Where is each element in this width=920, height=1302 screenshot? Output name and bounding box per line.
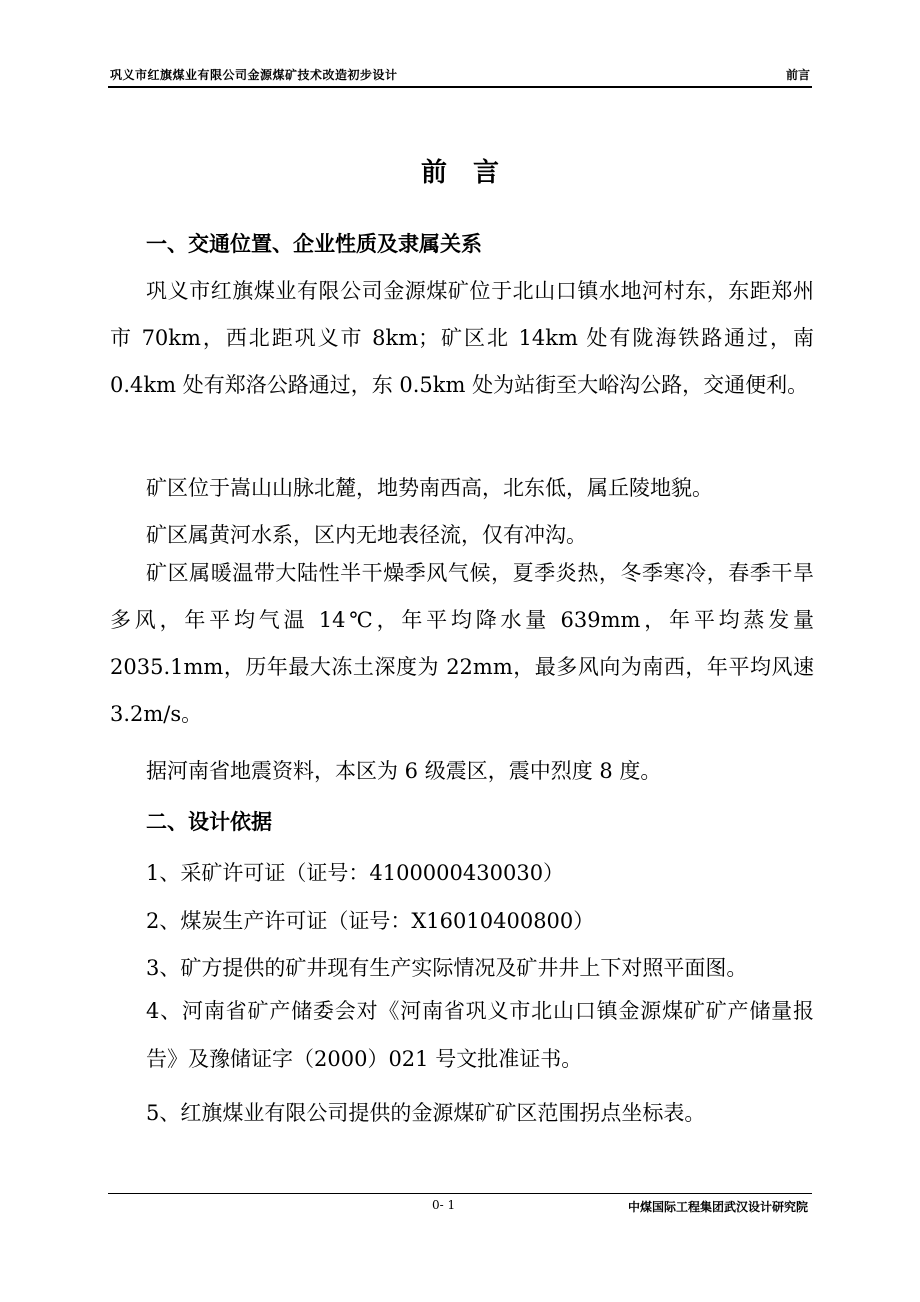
- paragraph-seismic: 据河南省地震资料，本区为 6 级震区，震中烈度 8 度。: [146, 759, 662, 783]
- page-title: 前言: [420, 158, 525, 188]
- running-header-section: 前言: [785, 68, 810, 82]
- basis-item: 5、红旗煤业有限公司提供的金源煤矿矿区范围拐点坐标表。: [146, 1101, 706, 1125]
- basis-item: 1、采矿许可证（证号：4100000430030）: [146, 861, 565, 885]
- footer-divider: [108, 1193, 812, 1194]
- paragraph-terrain: 矿区位于嵩山山脉北麓，地势南西高，北东低，属丘陵地貌。: [146, 476, 713, 500]
- basis-item: 4、河南省矿产储委会对《河南省巩义市北山口镇金源煤矿矿产储量报告》及豫储证字（2000）021 号文批准证书。: [146, 999, 814, 1071]
- basis-item: 3、矿方提供的矿井现有生产实际情况及矿井井上下对照平面图。: [146, 956, 748, 980]
- paragraph-location: 巩义市红旗煤业有限公司金源煤矿位于北山口镇水地河村东，东距郑州市 70km，西北距巩义市 8km；矿区北 14km 处有陇海铁路通过，南 0.4km 处有郑洛公路通过，东 0.5km 处为站街至大峪沟公路，交通便利。: [110, 279, 814, 397]
- paragraph-climate: 矿区属暖温带大陆性半干燥季风气候，夏季炎热，冬季寒冷，春季干旱多风，年平均气温 14℃，年平均降水量 639mm，年平均蒸发量 2035.1mm，历年最大冻土深度为 22mm，最多风向为南西，年平均风速 3.2m/s。: [110, 561, 814, 726]
- basis-item: 2、煤炭生产许可证（证号：X16010400800）: [146, 909, 595, 933]
- running-header-title: 巩义市红旗煤业有限公司金源煤矿技术改造初步设计: [110, 68, 398, 82]
- paragraph-water: 矿区属黄河水系，区内无地表径流，仅有冲沟。: [146, 523, 587, 547]
- section-heading-location: 一、交通位置、企业性质及隶属关系: [146, 232, 482, 256]
- page-number: 0- 1: [432, 1198, 456, 1212]
- section-heading-basis: 二、设计依据: [146, 810, 272, 834]
- header-divider: [108, 86, 812, 88]
- footer-organization: 中煤国际工程集团武汉设计研究院: [627, 1200, 808, 1214]
